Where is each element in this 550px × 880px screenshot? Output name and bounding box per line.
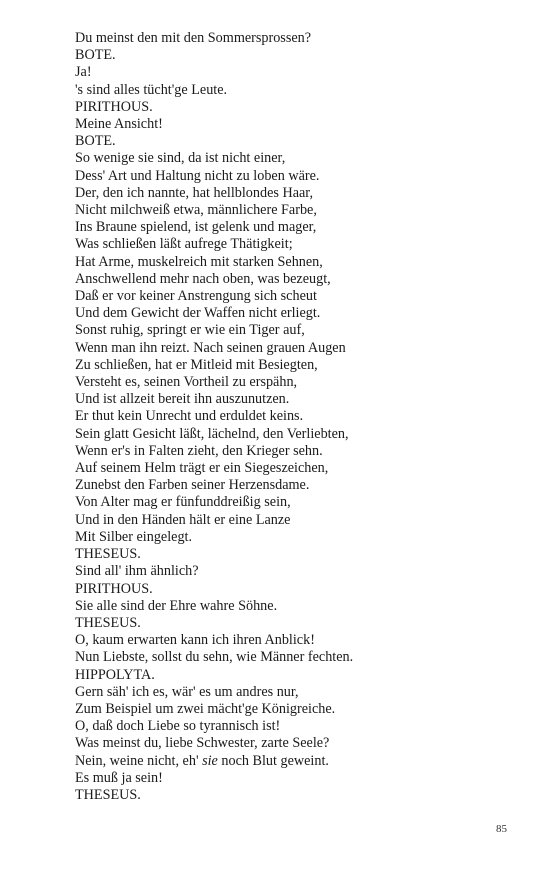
verse-line: 's sind alles tücht'ge Leute. (75, 81, 228, 98)
verse-segment: noch Blut geweint. (217, 752, 329, 769)
verse-line: Zu schließen, hat er Mitleid mit Besiegten, (75, 356, 318, 373)
verse-line: Meine Ansicht! (75, 116, 163, 133)
verse-line: Es muß ja sein! (75, 769, 163, 786)
verse-line: Ins Braune spielend, ist gelenk und mager, (75, 219, 317, 236)
verse-line: Versteht es, seinen Vortheil zu erspähn, (75, 374, 298, 391)
verse-line: Was schließen läßt aufrege Thätigkeit; (75, 236, 293, 253)
verse-line: Gern säh' ich es, wär' es um andres nur, (75, 683, 299, 700)
verse-line: Was meinst du, liebe Schwester, zarte Seele? (75, 735, 330, 752)
play-text (75, 30, 495, 804)
speaker-name: HIPPOLYTA. (75, 666, 155, 683)
verse-line: Sind all' ihm ähnlich? (75, 563, 199, 580)
verse-line (75, 753, 495, 770)
verse-line: Nicht milchweiß etwa, männlichere Farbe, (75, 202, 317, 219)
verse-line: O, daß doch Liebe so tyrannisch ist! (75, 718, 281, 735)
verse-line: Und in den Händen hält er eine Lanze (75, 511, 291, 528)
speaker-name: THESEUS. (75, 614, 141, 631)
verse-line: Daß er vor keiner Anstrengung sich scheut (75, 288, 317, 305)
verse-line: Zum Beispiel um zwei mächt'ge Königreiche. (75, 700, 336, 717)
verse-line: Hat Arme, muskelreich mit starken Sehnen, (75, 253, 323, 270)
verse-line: Und dem Gewicht der Waffen nicht erliegt. (75, 305, 321, 322)
verse-line: Du meinst den mit den Sommersprossen? (75, 30, 312, 46)
speaker-name: PIRITHOUS. (75, 98, 153, 115)
verse-line: Sie alle sind der Ehre wahre Söhne. (75, 597, 278, 614)
verse-line: Sonst ruhig, springt er wie ein Tiger auf, (75, 322, 305, 339)
verse-line: Nun Liebste, sollst du sehn, wie Männer fechten. (75, 649, 354, 666)
speaker-name: PIRITHOUS. (75, 580, 153, 597)
verse-line: Wenn er's in Falten zieht, den Krieger sehn. (75, 442, 323, 459)
verse-line: Wenn man ihn reizt. Nach seinen grauen Augen (75, 339, 346, 356)
speaker-name: THESEUS. (75, 786, 141, 803)
speaker-name: THESEUS. (75, 546, 141, 563)
verse-line: Mit Silber eingelegt. (75, 528, 193, 545)
verse-line: Anschwellend mehr nach oben, was bezeugt, (75, 270, 331, 287)
verse-line: Sein glatt Gesicht läßt, lächelnd, den Verliebten, (75, 425, 349, 442)
verse-line: Der, den ich nannte, hat hellblondes Haar, (75, 184, 313, 201)
page-number: 85 (496, 823, 507, 835)
verse-line: Und ist allzeit bereit ihn auszunutzen. (75, 391, 290, 408)
verse-line: Er thut kein Unrecht und erduldet keins. (75, 408, 304, 425)
verse-line: Auf seinem Helm trägt er ein Siegeszeichen, (75, 460, 329, 477)
verse-line: Von Alter mag er fünfunddreißig sein, (75, 494, 291, 511)
verse-segment: Nein, weine nicht, eh' (75, 752, 203, 769)
verse-line: O, kaum erwarten kann ich ihren Anblick! (75, 632, 315, 649)
verse-line: Dess' Art und Haltung nicht zu loben wäre. (75, 167, 320, 184)
verse-line: So wenige sie sind, da ist nicht einer, (75, 150, 286, 167)
emphasized-word: sie (202, 752, 218, 769)
speaker-name: BOTE. (75, 133, 116, 150)
speaker-name: BOTE. (75, 47, 116, 64)
verse-line: Zunebst den Farben seiner Herzensdame. (75, 477, 310, 494)
verse-line: Ja! (75, 64, 92, 81)
